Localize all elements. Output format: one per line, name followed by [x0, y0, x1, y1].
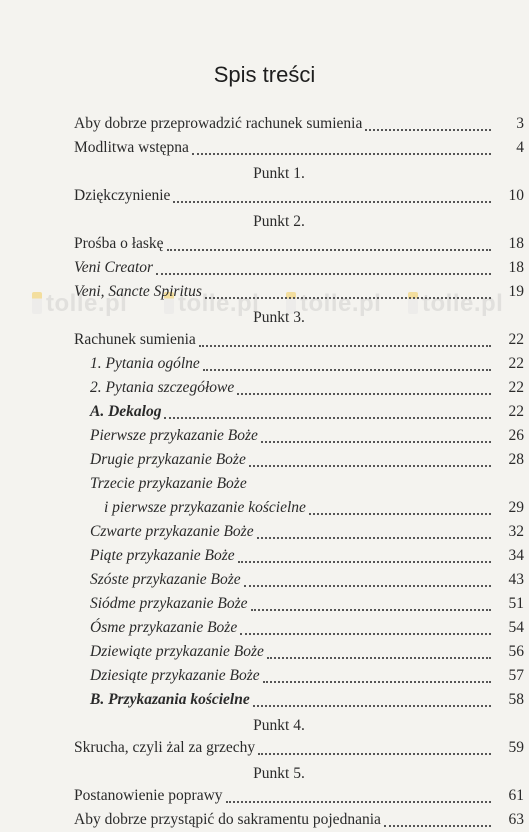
- section-heading: Punkt 5.: [253, 765, 305, 782]
- toc-page-number: 29: [508, 499, 524, 516]
- toc-page-number: 34: [508, 547, 524, 564]
- toc-entry[interactable]: [74, 616, 524, 640]
- toc-entry-title: Skrucha, czyli żal za grzechy: [74, 739, 256, 756]
- toc-page-number: 63: [508, 811, 524, 828]
- toc-page-number: 43: [508, 571, 524, 588]
- toc-page-number: 54: [508, 619, 524, 636]
- toc-entry-title: Piąte przykazanie Boże: [90, 547, 235, 564]
- section-heading: Punkt 2.: [253, 213, 305, 230]
- dot-leader: [237, 375, 491, 395]
- toc-page-number: 57: [508, 667, 524, 684]
- page-title: Spis treści: [213, 62, 316, 87]
- toc-entry-title: Veni Creator: [74, 259, 154, 276]
- toc-entry-title: Aby dobrze przeprowadzić rachunek sumienia: [74, 115, 363, 132]
- toc-entry[interactable]: [74, 328, 524, 352]
- toc-entry-title: Aby dobrze przystąpić do sakramentu pojednania: [74, 811, 381, 828]
- toc-entry[interactable]: [74, 688, 524, 712]
- toc-entry-title: 1. Pytania ogólne: [90, 355, 200, 372]
- toc-entry-title: Dziesiąte przykazanie Boże: [90, 667, 260, 684]
- toc-entry[interactable]: [74, 736, 524, 760]
- dot-leader: [309, 495, 491, 515]
- dot-leader: [249, 447, 491, 467]
- toc-entry-title: Trzecie przykazanie Boże: [90, 475, 247, 492]
- toc-entry[interactable]: [74, 544, 524, 568]
- toc-page-number: 19: [508, 283, 524, 300]
- table-of-contents: [74, 112, 524, 832]
- toc-entry[interactable]: [74, 424, 524, 448]
- dot-leader: [365, 111, 491, 131]
- toc-page-number: 32: [508, 523, 524, 540]
- toc-entry[interactable]: [74, 184, 524, 208]
- dot-leader: [164, 399, 491, 419]
- dot-leader: [173, 183, 491, 203]
- section-heading: Punkt 1.: [253, 165, 305, 182]
- toc-page-number: 4: [516, 139, 524, 156]
- watermark: tolle.pl: [46, 290, 128, 317]
- toc-entry[interactable]: [74, 256, 524, 280]
- toc-entry-title: Ósme przykazanie Boże: [90, 619, 238, 636]
- dot-leader: [384, 807, 491, 827]
- toc-entry[interactable]: [74, 496, 524, 520]
- toc-entry-title: Siódme przykazanie Boże: [90, 595, 248, 612]
- toc-entry-title: i pierwsze przykazanie kościelne: [104, 499, 306, 516]
- watermark: tolle.pl: [422, 290, 504, 317]
- dot-leader: [240, 615, 491, 635]
- dot-leader: [167, 231, 491, 251]
- toc-entry[interactable]: [74, 400, 524, 424]
- dot-leader: [244, 567, 491, 587]
- toc-entry-title: Rachunek sumienia: [74, 331, 196, 348]
- toc-entry[interactable]: [74, 280, 524, 304]
- toc-page-number: 58: [508, 691, 524, 708]
- toc-entry-title: Pierwsze przykazanie Boże: [90, 427, 258, 444]
- toc-page-number: 10: [508, 187, 524, 204]
- toc-entry[interactable]: [74, 664, 524, 688]
- toc-entry-title: 2. Pytania szczegółowe: [90, 379, 235, 396]
- toc-entry[interactable]: [74, 136, 524, 160]
- toc-page-number: 22: [508, 355, 524, 372]
- dot-leader: [192, 135, 491, 155]
- dot-leader: [253, 687, 491, 707]
- watermark-logo-icon: [32, 292, 42, 314]
- toc-page-number: 22: [508, 403, 524, 420]
- toc-entry-title: Drugie przykazanie Boże: [90, 451, 246, 468]
- watermark: tolle.pl: [300, 290, 382, 317]
- toc-entry[interactable]: [74, 568, 524, 592]
- dot-leader: [238, 543, 491, 563]
- toc-page-number: 59: [508, 739, 524, 756]
- toc-entry-title: B. Przykazania kościelne: [90, 691, 250, 708]
- toc-entry[interactable]: [74, 592, 524, 616]
- toc-entry[interactable]: [74, 784, 524, 808]
- dot-leader: [199, 327, 491, 347]
- toc-page-number: 22: [508, 379, 524, 396]
- dot-leader: [257, 519, 491, 539]
- toc-entry[interactable]: [74, 352, 524, 376]
- toc-entry[interactable]: [74, 112, 524, 136]
- section-heading: Punkt 3.: [253, 309, 305, 326]
- toc-page-number: 18: [508, 259, 524, 276]
- toc-entry-title: Modlitwa wstępna: [74, 139, 189, 156]
- dot-leader: [267, 639, 491, 659]
- toc-entry-title: Czwarte przykazanie Boże: [90, 523, 254, 540]
- toc-entry-title: Postanowienie poprawy: [74, 787, 223, 804]
- toc-entry[interactable]: [74, 520, 524, 544]
- toc-entry-title: A. Dekalog: [90, 403, 162, 420]
- dot-leader: [205, 279, 491, 299]
- toc-entry[interactable]: [74, 448, 524, 472]
- toc-entry[interactable]: [74, 808, 524, 832]
- toc-page-number: 56: [508, 643, 524, 660]
- toc-entry-title: Dziękczynienie: [74, 187, 171, 204]
- toc-page-number: 26: [508, 427, 524, 444]
- toc-entry-title: Szóste przykazanie Boże: [90, 571, 241, 588]
- section-heading: Punkt 4.: [253, 717, 305, 734]
- toc-entry-title: Dziewiąte przykazanie Boże: [90, 643, 264, 660]
- dot-leader: [261, 423, 491, 443]
- dot-leader: [251, 591, 491, 611]
- watermark: tolle.pl: [178, 290, 260, 317]
- toc-entry-title: Veni, Sancte Spiritus: [74, 283, 202, 300]
- dot-leader: [226, 783, 491, 803]
- toc-page-number: 61: [508, 787, 524, 804]
- toc-page-number: 3: [516, 115, 524, 132]
- dot-leader: [263, 663, 491, 683]
- toc-page-number: 28: [508, 451, 524, 468]
- toc-entry[interactable]: [74, 376, 524, 400]
- toc-page-number: 18: [508, 235, 524, 252]
- dot-leader: [258, 735, 491, 755]
- dot-leader: [203, 351, 491, 371]
- toc-entry[interactable]: [74, 640, 524, 664]
- toc-entry-title: Prośba o łaskę: [74, 235, 164, 252]
- toc-page-number: 22: [508, 331, 524, 348]
- toc-entry[interactable]: [74, 232, 524, 256]
- dot-leader: [156, 255, 491, 275]
- toc-page-number: 51: [508, 595, 524, 612]
- toc-entry[interactable]: [74, 472, 524, 496]
